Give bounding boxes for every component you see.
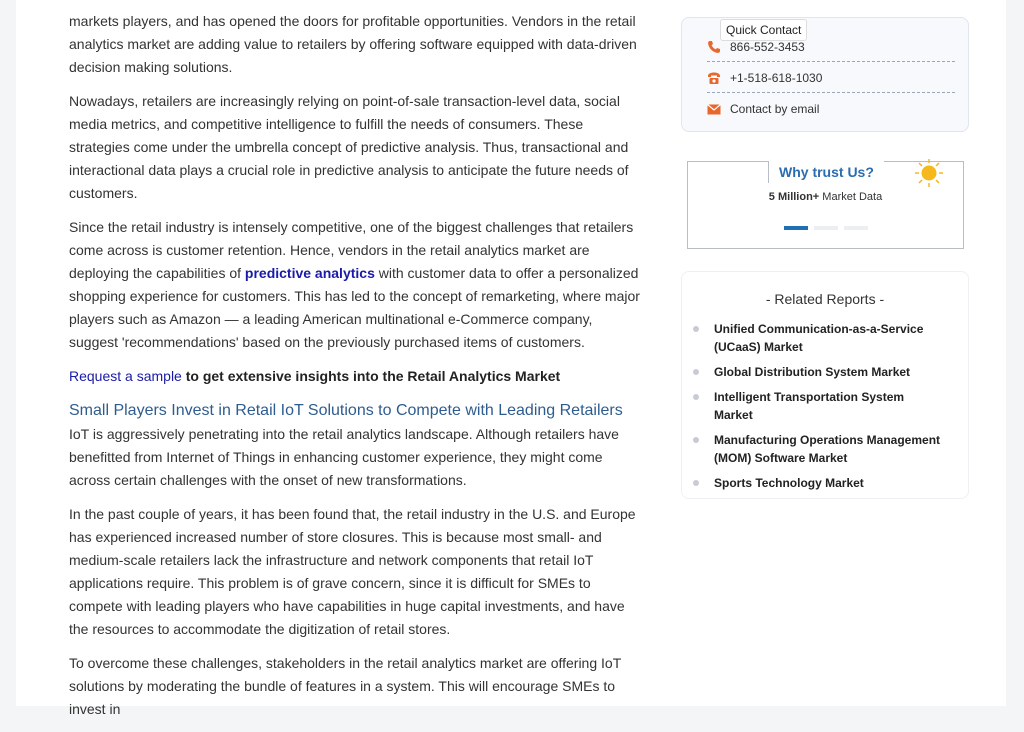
related-report-item[interactable] <box>692 474 942 492</box>
page-container <box>16 0 1006 717</box>
related-report-link[interactable]: Sports Technology Market <box>714 476 864 490</box>
article-body <box>69 10 641 732</box>
request-sample-link[interactable]: Request a sample <box>69 368 182 384</box>
trust-card <box>687 161 964 249</box>
trust-stat <box>688 191 963 203</box>
related-report-item[interactable] <box>692 431 942 467</box>
phone-number: 866-552-3453 <box>730 40 805 54</box>
article-paragraph: IoT is aggressively penetrating into the retail analytics landscape. Although retailers have benefitted from Internet of Things in enhancing customer experience, they might come across certain challenges with the onset of new transformations. <box>69 426 619 488</box>
bullet-icon <box>693 437 699 443</box>
quick-contact-title: Quick Contact <box>720 19 807 41</box>
carousel-dot[interactable] <box>844 226 868 230</box>
bullet-icon <box>693 369 699 375</box>
phone-icon <box>707 40 721 54</box>
related-report-item[interactable] <box>692 320 942 356</box>
related-report-link[interactable]: Manufacturing Operations Management (MOM) Software Market <box>714 433 941 465</box>
related-report-item[interactable] <box>692 363 942 381</box>
article-paragraph: markets players, and has opened the doors for profitable opportunities. Vendors in the retail analytics market are adding value to retailers by offering software equipped with data-driven decision making solutions. <box>69 13 637 75</box>
section-heading: Small Players Invest in Retail IoT Solutions to Compete with Leading Retailers <box>69 402 623 419</box>
article-paragraph <box>69 216 641 354</box>
carousel-dot[interactable] <box>814 226 838 230</box>
trust-stat-value: 5 Million+ <box>768 191 820 203</box>
carousel-indicators <box>784 226 868 230</box>
paragraph-text: with customer data to offer a personalized shopping experience for customers. This has led to the concept of remarketing, where major players such as Amazon — a leading American multinational e-Commerce company, suggest 'recommendations' based on the previously purchased items of customers. <box>69 265 640 350</box>
trust-title: Why trust Us? <box>768 161 884 183</box>
quick-contact-card <box>681 17 969 132</box>
phone-contact-row[interactable] <box>707 64 955 93</box>
bullet-icon <box>693 480 699 486</box>
related-reports-title: - Related Reports - <box>765 291 885 307</box>
phone-contact-row[interactable] <box>707 33 955 62</box>
paragraph-text: Since the retail industry is intensely competitive, one of the biggest challenges that retailers come across is customer retention. Hence, vendors in the retail analytics market are deploying the capabilities of <box>69 219 634 281</box>
article-paragraph: In the past couple of years, it has been found that, the retail industry in the U.S. and Europe has experienced increased number of store closures. This is because most small- and medium-scale retailers lack the infrastructure and network components that retail IoT applications require. This problem is of grave concern, since it is difficult for SMEs to compete with leading players who have capabilities in huge capital investments, and have the resources to accommodate the digitization of retail stores. <box>69 506 636 637</box>
telephone-icon <box>707 71 721 85</box>
related-report-link[interactable]: Global Distribution System Market <box>714 365 911 379</box>
phone-number: +1-518-618-1030 <box>730 71 823 85</box>
related-report-link[interactable]: Unified Communication-as-a-Service (UCaaS) Market <box>714 322 924 354</box>
bullet-icon <box>693 394 699 400</box>
carousel-dot-active[interactable] <box>784 226 808 230</box>
email-contact-row[interactable] <box>707 95 955 123</box>
trust-stat-label: Market Data <box>819 191 883 203</box>
sample-request-text: to get extensive insights into the Retail Analytics Market <box>181 368 561 384</box>
article-paragraph: Nowadays, retailers are increasingly relying on point-of-sale transaction-level data, social media metrics, and competitive intelligence to fulfill the needs of consumers. These strategies come under the umbrella concept of predictive analysis. Thus, transactional and interactional data plays a crucial role in predictive analysis to anticipate the future needs of customers. <box>69 93 629 201</box>
envelope-icon <box>707 102 721 116</box>
related-reports-list <box>692 320 942 499</box>
related-report-link[interactable]: Intelligent Transportation System Market <box>714 390 905 422</box>
related-reports-card <box>681 271 969 499</box>
related-report-item[interactable] <box>692 388 942 424</box>
predictive-analytics-link[interactable]: predictive analytics <box>244 265 375 281</box>
sample-request-line <box>69 365 641 388</box>
sun-icon <box>914 158 944 193</box>
trust-card-border <box>688 161 768 162</box>
article-paragraph: To overcome these challenges, stakeholders in the retail analytics market are offering IoT solutions by moderating the bundle of features in a system. This will encourage SMEs to invest in <box>69 655 621 717</box>
email-contact-label: Contact by email <box>730 102 820 116</box>
bullet-icon <box>693 326 699 332</box>
